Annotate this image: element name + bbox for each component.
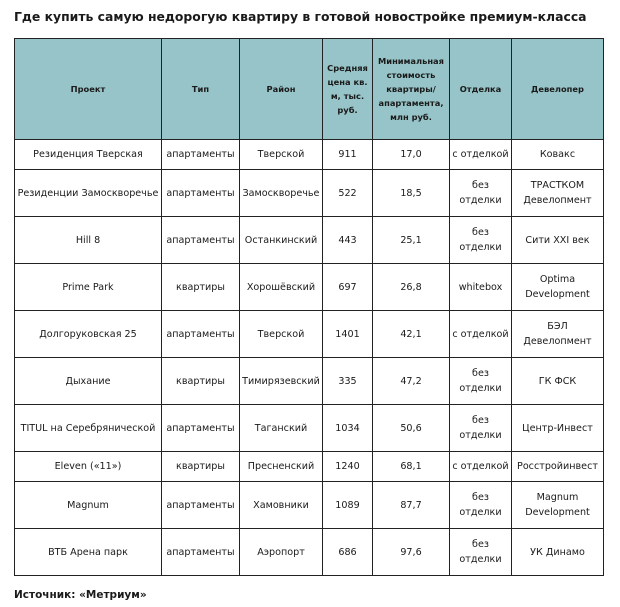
cell-developer: УК Динамо <box>512 529 604 576</box>
cell-type: квартиры <box>162 358 240 405</box>
table-row <box>15 452 604 482</box>
cell-finish: с отделкой <box>450 311 512 358</box>
cell-finish: с отделкой <box>450 452 512 482</box>
header-district: Район <box>240 39 323 140</box>
cell-finish: без отделки <box>450 170 512 217</box>
cell-avg-price: 443 <box>323 217 373 264</box>
header-min-price: Минимальная стоимость квартиры/ апартамента, млн руб. <box>373 39 450 140</box>
cell-project: Hill 8 <box>15 217 162 264</box>
cell-min-price: 17,0 <box>373 140 450 170</box>
cell-developer: Росстройинвест <box>512 452 604 482</box>
cell-type: апартаменты <box>162 311 240 358</box>
cell-finish: без отделки <box>450 529 512 576</box>
cell-min-price: 50,6 <box>373 405 450 452</box>
cell-avg-price: 1240 <box>323 452 373 482</box>
cell-min-price: 87,7 <box>373 482 450 529</box>
cell-min-price: 25,1 <box>373 217 450 264</box>
cell-project: TITUL на Серебрянической <box>15 405 162 452</box>
cell-project: Резиденция Тверская <box>15 140 162 170</box>
cell-project: Долгоруковская 25 <box>15 311 162 358</box>
cell-project: Prime Park <box>15 264 162 311</box>
cell-type: апартаменты <box>162 529 240 576</box>
cell-avg-price: 522 <box>323 170 373 217</box>
cell-avg-price: 686 <box>323 529 373 576</box>
cell-developer: ТРАСТКОМ Девелопмент <box>512 170 604 217</box>
table-row <box>15 405 604 452</box>
table-row <box>15 482 604 529</box>
table-row <box>15 170 604 217</box>
data-table <box>14 38 604 576</box>
cell-finish: без отделки <box>450 405 512 452</box>
cell-type: апартаменты <box>162 405 240 452</box>
header-project: Проект <box>15 39 162 140</box>
cell-min-price: 68,1 <box>373 452 450 482</box>
cell-project: Magnum <box>15 482 162 529</box>
cell-avg-price: 911 <box>323 140 373 170</box>
cell-district: Аэропорт <box>240 529 323 576</box>
header-developer: Девелопер <box>512 39 604 140</box>
cell-avg-price: 697 <box>323 264 373 311</box>
table-row <box>15 217 604 264</box>
cell-finish: без отделки <box>450 482 512 529</box>
cell-developer: Центр-Инвест <box>512 405 604 452</box>
cell-project: ВТБ Арена парк <box>15 529 162 576</box>
cell-district: Тверской <box>240 140 323 170</box>
source-note: Источник: «Метриум» <box>14 589 147 601</box>
cell-district: Тверской <box>240 311 323 358</box>
cell-type: апартаменты <box>162 217 240 264</box>
cell-type: квартиры <box>162 452 240 482</box>
cell-min-price: 47,2 <box>373 358 450 405</box>
cell-min-price: 18,5 <box>373 170 450 217</box>
cell-project: Eleven («11») <box>15 452 162 482</box>
table-row <box>15 529 604 576</box>
cell-finish: без отделки <box>450 217 512 264</box>
cell-min-price: 26,8 <box>373 264 450 311</box>
cell-type: апартаменты <box>162 482 240 529</box>
header-row <box>15 39 604 140</box>
cell-finish: без отделки <box>450 358 512 405</box>
cell-district: Таганский <box>240 405 323 452</box>
header-type: Тип <box>162 39 240 140</box>
cell-developer: Magnum Development <box>512 482 604 529</box>
table-title: Где купить самую недорогую квартиру в готовой новостройке премиум-класса <box>14 9 587 24</box>
header-avg-price: Средняя цена кв. м, тыс. руб. <box>323 39 373 140</box>
header-finish: Отделка <box>450 39 512 140</box>
table-row <box>15 358 604 405</box>
table-row <box>15 311 604 358</box>
cell-district: Хамовники <box>240 482 323 529</box>
cell-finish: с отделкой <box>450 140 512 170</box>
cell-project: Резиденции Замоскворечье <box>15 170 162 217</box>
cell-developer: ГК ФСК <box>512 358 604 405</box>
cell-district: Замоскворечье <box>240 170 323 217</box>
table-row <box>15 140 604 170</box>
cell-avg-price: 1401 <box>323 311 373 358</box>
cell-developer: Сити XXI век <box>512 217 604 264</box>
cell-project: Дыхание <box>15 358 162 405</box>
cell-type: квартиры <box>162 264 240 311</box>
cell-district: Хорошёвский <box>240 264 323 311</box>
cell-developer: Optima Development <box>512 264 604 311</box>
cell-type: апартаменты <box>162 170 240 217</box>
cell-finish: whitebox <box>450 264 512 311</box>
cell-district: Останкинский <box>240 217 323 264</box>
cell-avg-price: 1089 <box>323 482 373 529</box>
cell-avg-price: 1034 <box>323 405 373 452</box>
cell-min-price: 97,6 <box>373 529 450 576</box>
cell-type: апартаменты <box>162 140 240 170</box>
table-row <box>15 264 604 311</box>
cell-district: Пресненский <box>240 452 323 482</box>
cell-district: Тимирязевский <box>240 358 323 405</box>
cell-developer: Ковакс <box>512 140 604 170</box>
cell-avg-price: 335 <box>323 358 373 405</box>
cell-developer: БЭЛ Девелопмент <box>512 311 604 358</box>
cell-min-price: 42,1 <box>373 311 450 358</box>
